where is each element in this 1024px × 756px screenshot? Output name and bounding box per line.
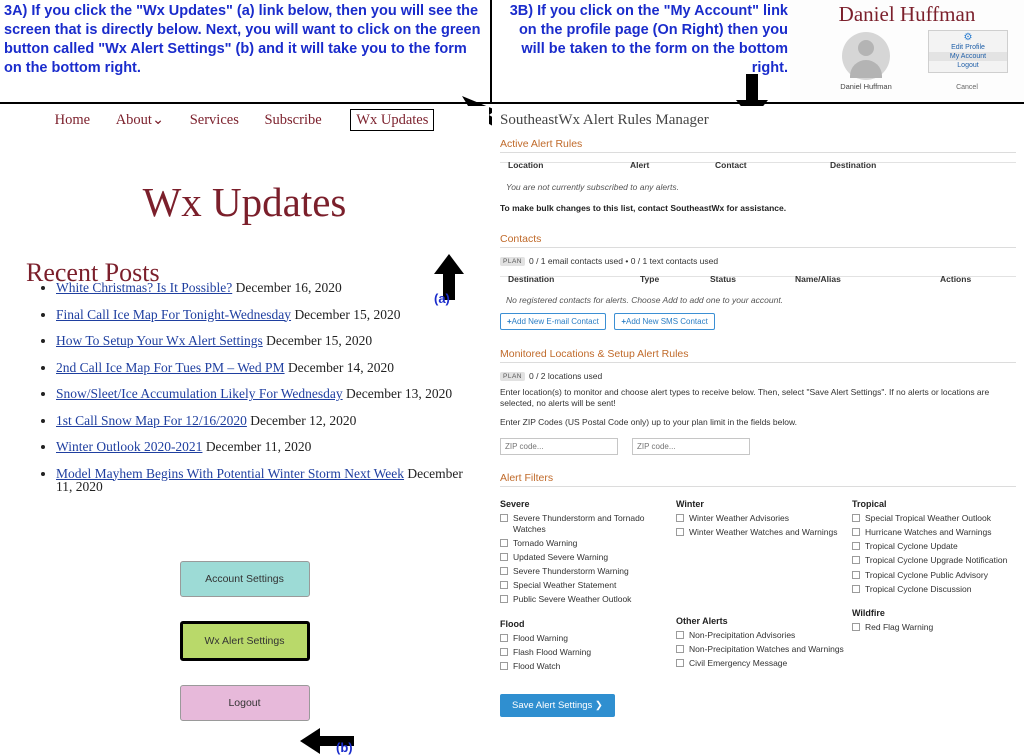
checkbox-label: Severe Thunderstorm Warning (513, 566, 629, 576)
checkbox-icon[interactable] (500, 581, 508, 589)
column-location: Location (508, 160, 544, 170)
nav-about-label: About (115, 112, 152, 128)
post-date: December 15, 2020 (266, 333, 373, 348)
checkbox-icon[interactable] (852, 556, 860, 564)
alert-manager-title: SoutheastWx Alert Rules Manager (500, 112, 709, 128)
annotation-3b-text: 3B) If you click on the "My Account" link on the profile page (On Right) then you will be taken to the form on the bottom right. (509, 3, 788, 77)
checkbox-row[interactable] (500, 552, 668, 563)
contacts-usage-text: 0 / 1 email contacts used • 0 / 1 text contacts used (528, 256, 719, 266)
active-alerts-table-header (500, 160, 1016, 170)
checkbox-row[interactable] (676, 527, 844, 538)
checkbox-label: Winter Weather Advisories (689, 513, 789, 523)
contacts-actions (500, 313, 721, 330)
list-item (56, 361, 476, 375)
filter-group-title-wildfire: Wildfire (852, 608, 885, 619)
post-date: December 16, 2020 (235, 280, 342, 295)
checkbox-icon[interactable] (500, 553, 508, 561)
filter-column-2 (676, 499, 844, 672)
profile-name: Daniel Huffman (838, 2, 976, 26)
filter-group-title-flood: Flood (500, 618, 525, 629)
nav-item-about[interactable] (116, 112, 164, 128)
post-date: December 11, 2020 (205, 439, 312, 454)
post-link[interactable]: Final Call Ice Map For Tonight-Wednesday (56, 306, 292, 322)
annotation-divider (490, 0, 492, 104)
checkbox-row[interactable] (676, 658, 844, 669)
list-item (56, 281, 476, 295)
section-heading-active-alert-rules: Active Alert Rules (500, 138, 1016, 153)
add-email-contact-label: Add New E-mail Contact (511, 317, 599, 326)
column-destination: Destination (830, 160, 877, 170)
locations-usage-text: 0 / 2 locations used (528, 371, 603, 381)
page-title: Wx Updates (142, 179, 347, 225)
checkbox-icon[interactable] (676, 659, 684, 667)
checkbox-row[interactable] (852, 513, 1020, 524)
site-nav[interactable] (0, 112, 489, 129)
locations-usage (500, 371, 602, 381)
post-date: December 12, 2020 (250, 412, 357, 428)
contacts-usage (500, 256, 718, 266)
wx-alert-settings-button[interactable]: Wx Alert Settings (180, 621, 310, 661)
annotation-label-a: (a) (434, 291, 450, 306)
profile-caption: Daniel Huffman (840, 82, 892, 91)
checkbox-label: Non-Precipitation Advisories (689, 629, 796, 640)
wx-updates-page (0, 106, 489, 755)
profile-preview-card (790, 0, 1024, 100)
checkbox-row[interactable] (852, 570, 1020, 581)
post-link[interactable]: Winter Outlook 2020-2021 (56, 439, 203, 454)
checkbox-row[interactable] (852, 584, 1020, 595)
plan-badge: PLAN (500, 372, 525, 381)
checkbox-label: Public Severe Weather Outlook (513, 594, 632, 605)
alert-rules-manager (492, 106, 1024, 730)
checkbox-icon[interactable] (500, 514, 508, 522)
checkbox-icon[interactable] (676, 528, 684, 536)
checkbox-label: Tornado Warning (513, 537, 578, 548)
checkbox-icon[interactable] (852, 542, 860, 550)
checkbox-label: Civil Emergency Message (689, 658, 788, 668)
nav-item-subscribe[interactable]: Subscribe (264, 112, 322, 128)
checkbox-row[interactable] (500, 566, 668, 577)
column-status: Status (710, 274, 736, 284)
column-type: Type (640, 274, 660, 284)
column-destination: Destination (508, 274, 555, 284)
checkbox-row[interactable] (500, 647, 668, 658)
monitored-help-text-2: Enter ZIP Codes (US Postal Code only) up to your plan limit in the fields below. (500, 417, 798, 427)
checkbox-label: Special Weather Statement (513, 580, 617, 591)
checkbox-row[interactable] (500, 661, 668, 672)
checkbox-row[interactable] (852, 622, 1020, 633)
column-name-alias: Name/Alias (795, 274, 841, 284)
save-alert-settings-button[interactable]: Save Alert Settings ❯ (500, 694, 615, 717)
add-sms-contact-button[interactable] (614, 313, 714, 330)
checkbox-row[interactable] (500, 580, 668, 591)
list-item (56, 334, 476, 348)
checkbox-icon[interactable] (500, 634, 508, 642)
post-link[interactable]: 1st Call Snow Map For 12/16/2020 (56, 412, 247, 428)
recent-posts-heading: Recent Posts (26, 258, 160, 287)
checkbox-row[interactable] (500, 513, 668, 534)
filter-group-title-other-alerts: Other Alerts (676, 615, 728, 626)
checkbox-label: Updated Severe Warning (513, 551, 609, 562)
plus-icon: + (621, 317, 627, 326)
account-settings-button[interactable]: Account Settings (180, 561, 310, 597)
logout-button[interactable]: Logout (180, 685, 310, 721)
post-link[interactable]: Snow/Sleet/Ice Accumulation Likely For Wednesday (56, 386, 343, 401)
zip-input-2[interactable] (632, 438, 750, 455)
profile-menu[interactable] (928, 30, 1008, 73)
column-alert: Alert (630, 160, 650, 170)
checkbox-icon[interactable] (500, 648, 508, 656)
add-email-contact-button[interactable] (500, 313, 606, 330)
checkbox-icon[interactable] (500, 662, 508, 670)
list-item (56, 387, 476, 401)
checkbox-label: Flash Flood Warning (513, 647, 592, 657)
post-link[interactable]: Model Mayhem Begins With Potential Winter Storm Next Week (56, 465, 405, 481)
post-link[interactable]: 2nd Call Ice Map For Tues PM – Wed PM (56, 359, 285, 375)
checkbox-row[interactable] (676, 644, 844, 655)
annotation-band (0, 0, 1024, 104)
chevron-down-icon: ⌄ (151, 112, 165, 128)
checkbox-label: Flood Watch (513, 661, 561, 672)
profile-menu-item-my-account[interactable]: My Account (929, 52, 1007, 61)
column-actions: Actions (940, 274, 972, 284)
checkbox-label: Tropical Cyclone Discussion (865, 583, 972, 594)
checkbox-icon[interactable] (676, 645, 684, 653)
checkbox-icon[interactable] (852, 514, 860, 522)
filter-group-title-severe: Severe (500, 499, 530, 509)
checkbox-label: Tropical Cyclone Public Advisory (865, 569, 988, 580)
filter-group-title-winter: Winter (676, 499, 704, 509)
post-link[interactable]: White Christmas? Is It Possible? (56, 280, 233, 295)
list-item (56, 308, 476, 322)
checkbox-icon[interactable] (852, 571, 860, 579)
filter-column-3 (852, 499, 1020, 636)
filter-group-title-tropical: Tropical (852, 499, 887, 509)
section-heading-alert-filters: Alert Filters (500, 472, 1016, 487)
checkbox-row[interactable] (500, 594, 668, 605)
plus-icon: + (507, 317, 512, 326)
avatar (842, 32, 890, 80)
post-date: December 14, 2020 (287, 359, 395, 375)
add-sms-contact-label: Add New SMS Contact (626, 317, 708, 326)
checkbox-label: Tropical Cyclone Upgrade Notification (865, 555, 1008, 566)
post-date: December 15, 2020 (294, 306, 401, 322)
checkbox-icon[interactable] (500, 567, 508, 575)
checkbox-icon[interactable] (500, 539, 508, 547)
active-alerts-empty-note: You are not currently subscribed to any alerts. (506, 182, 679, 192)
checkbox-icon[interactable] (852, 623, 860, 631)
checkbox-icon[interactable] (500, 595, 508, 603)
nav-item-services[interactable]: Services (189, 112, 239, 128)
annotation-label-b: (b) (336, 740, 353, 755)
checkbox-label: Tropical Cyclone Update (865, 541, 958, 552)
checkbox-label: Severe Thunderstorm and Tornado Watches (513, 513, 645, 534)
checkbox-row[interactable] (676, 630, 844, 641)
account-button-stack (0, 561, 489, 745)
nav-item-wx-updates[interactable]: Wx Updates (350, 109, 434, 131)
plan-badge: PLAN (500, 257, 525, 266)
nav-item-home[interactable]: Home (54, 112, 91, 128)
post-date: December 11, 2020 (56, 465, 463, 494)
post-date: December 13, 2020 (345, 386, 453, 401)
profile-menu-item-edit-profile[interactable]: Edit Profile (951, 44, 985, 51)
filter-column-1 (500, 499, 668, 675)
column-contact: Contact (715, 160, 747, 170)
checkbox-icon[interactable] (852, 585, 860, 593)
recent-posts-list (34, 281, 476, 507)
profile-menu-item-logout[interactable]: Logout (957, 62, 979, 69)
section-heading-contacts: Contacts (500, 233, 1016, 248)
checkbox-label: Winter Weather Watches and Warnings (689, 527, 838, 538)
checkbox-icon[interactable] (676, 514, 684, 522)
section-heading-monitored-locations: Monitored Locations & Setup Alert Rules (500, 348, 1016, 363)
checkbox-row[interactable] (500, 538, 668, 549)
zip-input-1[interactable] (500, 438, 618, 455)
monitored-help-text-1: Enter location(s) to monitor and choose alert types to receive below. Then, select "Save Alert Settings". If no alerts or locations are selected, no alerts will be sent! (500, 387, 990, 409)
checkbox-icon[interactable] (676, 631, 684, 639)
annotation-3a-text: 3A) If you click the "Wx Updates" (a) link below, then you will see the screen that is directly below. Next, you will want to click on the green button called "Wx Alert Settings" (b) and it will take you to the form on the bottom right. (4, 3, 481, 77)
contacts-empty-note: No registered contacts for alerts. Choose Add to add one to your account. (506, 295, 784, 305)
bulk-changes-note: To make bulk changes to this list, contact SoutheastWx for assistance. (500, 203, 787, 213)
checkbox-row[interactable] (852, 527, 1020, 538)
checkbox-label: Special Tropical Weather Outlook (865, 513, 991, 523)
checkbox-label: Red Flag Warning (865, 622, 934, 633)
list-item (56, 440, 476, 454)
checkbox-label: Non-Precipitation Watches and Warnings (689, 643, 844, 654)
list-item (56, 467, 476, 494)
post-link[interactable]: How To Setup Your Wx Alert Settings (56, 333, 263, 348)
contacts-table-header (500, 274, 1016, 284)
profile-cancel-label: Cancel (956, 84, 978, 91)
list-item (56, 414, 476, 428)
checkbox-row[interactable] (500, 633, 668, 644)
checkbox-label: Flood Warning (513, 632, 568, 643)
checkbox-row[interactable] (852, 541, 1020, 552)
checkbox-icon[interactable] (852, 528, 860, 536)
checkbox-row[interactable] (852, 555, 1020, 566)
checkbox-row[interactable] (676, 513, 844, 524)
checkbox-label: Hurricane Watches and Warnings (865, 527, 992, 538)
gear-icon: ⚙ (963, 32, 973, 43)
